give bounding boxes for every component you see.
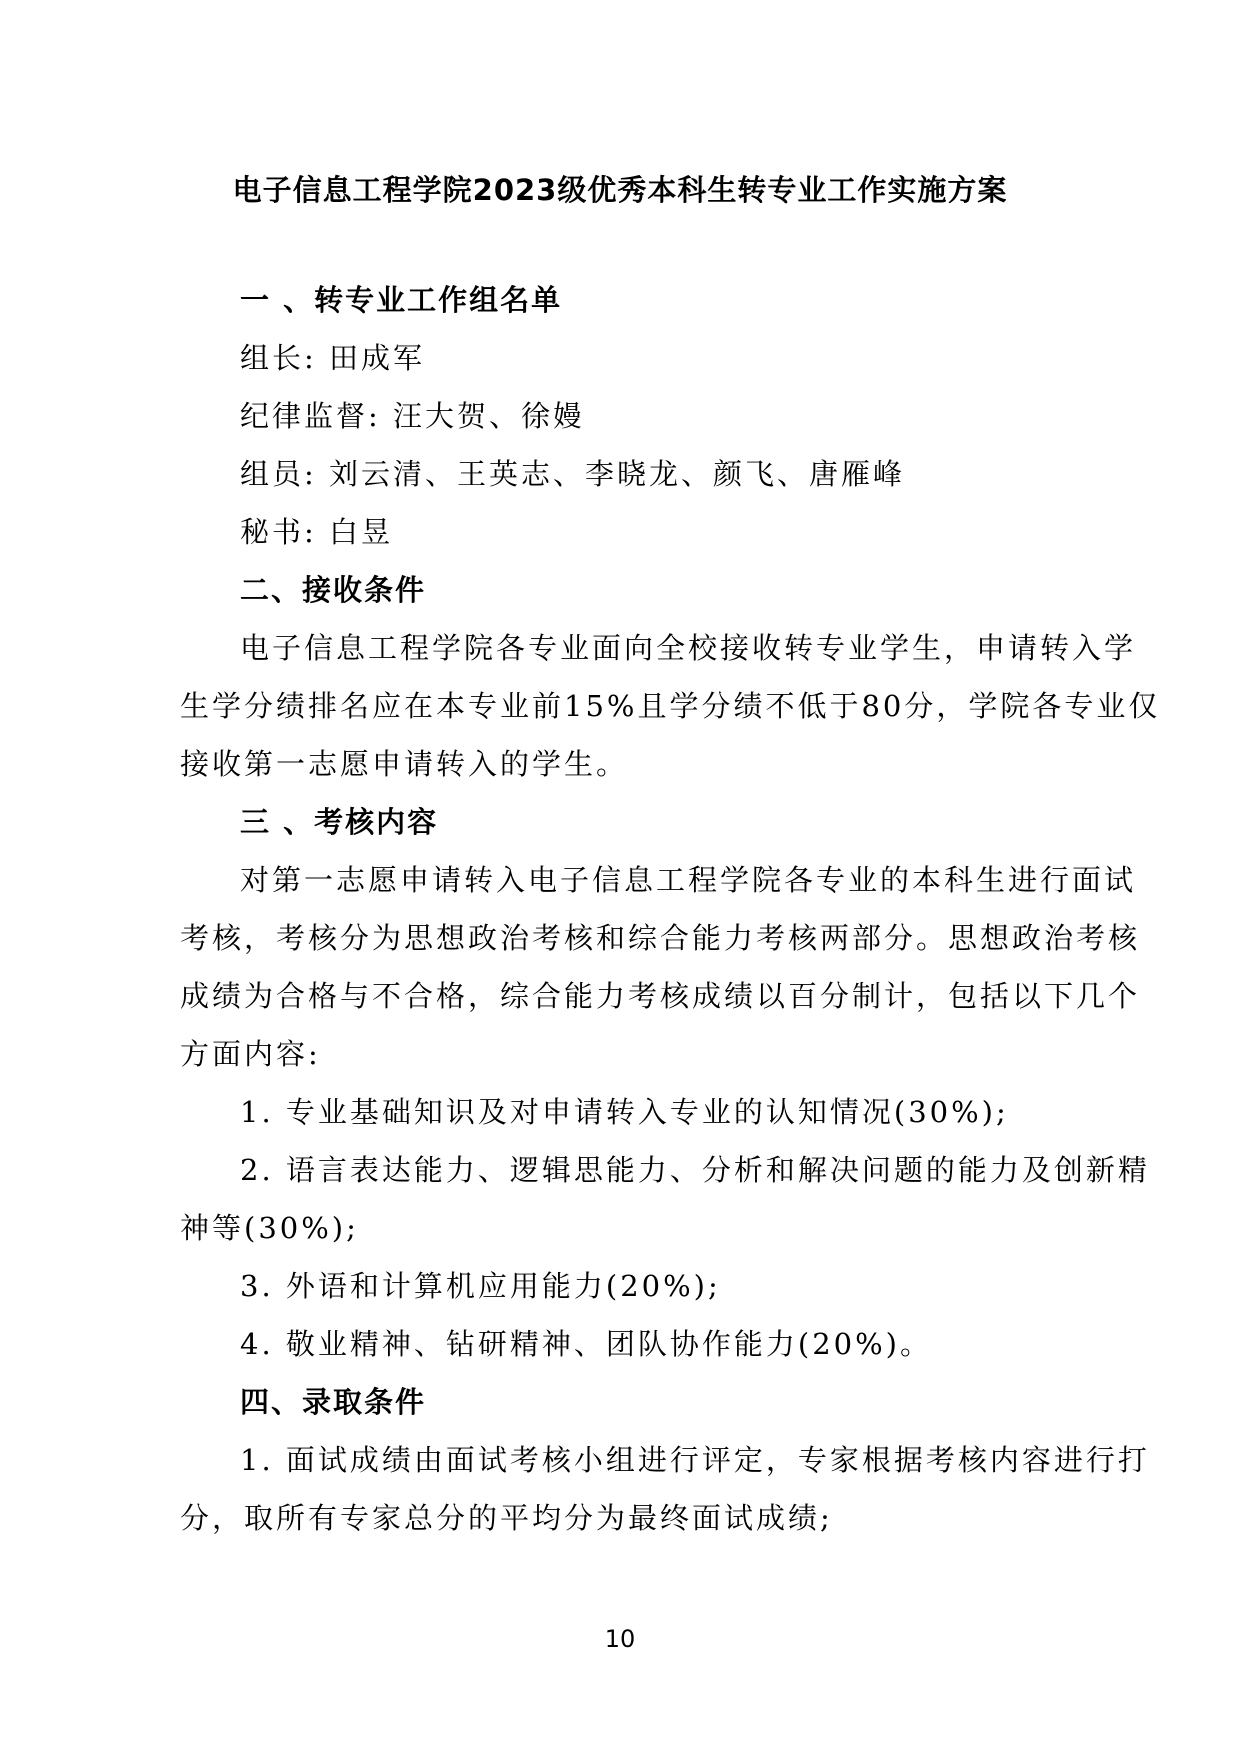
section-3-paragraph-line: 考核，考核分为思想政治考核和综合能力考核两部分。思想政治考核 bbox=[180, 921, 1141, 955]
section-2-paragraph-line: 接收第一志愿申请转入的学生。 bbox=[180, 747, 629, 781]
admission-item: 1. 面试成绩由面试考核小组进行评定，专家根据考核内容进行打 bbox=[240, 1443, 1150, 1477]
group-members: 组员: 刘云清、王英志、李晓龙、颜飞、唐雁峰 bbox=[240, 457, 905, 491]
secretary: 秘书: 白昱 bbox=[240, 515, 393, 549]
section-2-heading: 二、接收条件 bbox=[240, 573, 427, 607]
section-3-paragraph-line: 对第一志愿申请转入电子信息工程学院各专业的本科生进行面试 bbox=[240, 863, 1137, 897]
section-3-paragraph-line: 成绩为合格与不合格，综合能力考核成绩以百分制计，包括以下几个 bbox=[180, 979, 1141, 1013]
section-3-heading: 三 、考核内容 bbox=[240, 805, 439, 839]
document-title: 电子信息工程学院2023级优秀本科生转专业工作实施方案 bbox=[232, 173, 1008, 207]
assessment-item: 1. 专业基础知识及对申请转入专业的认知情况(30%); bbox=[240, 1095, 1009, 1129]
section-3-paragraph-line: 方面内容: bbox=[180, 1037, 321, 1071]
group-leader: 组长: 田成军 bbox=[240, 341, 425, 375]
section-2-paragraph-line: 电子信息工程学院各专业面向全校接收转专业学生，申请转入学 bbox=[240, 631, 1137, 665]
assessment-item: 4. 敬业精神、钻研精神、团队协作能力(20%)。 bbox=[240, 1327, 932, 1361]
assessment-item: 3. 外语和计算机应用能力(20%); bbox=[240, 1269, 721, 1303]
section-2-paragraph-line: 生学分绩排名应在本专业前15%且学分绩不低于80分，学院各专业仅 bbox=[180, 689, 1161, 723]
discipline-supervisors: 纪律监督: 汪大贺、徐嫚 bbox=[240, 399, 585, 433]
assessment-item: 2. 语言表达能力、逻辑思能力、分析和解决问题的能力及创新精 bbox=[240, 1153, 1150, 1187]
assessment-item-continued: 神等(30%); bbox=[180, 1211, 359, 1245]
page-number: 10 bbox=[604, 1625, 636, 1653]
section-1-heading: 一 、转专业工作组名单 bbox=[240, 283, 563, 317]
section-4-heading: 四、录取条件 bbox=[240, 1385, 427, 1419]
admission-item-continued: 分，取所有专家总分的平均分为最终面试成绩; bbox=[180, 1501, 833, 1535]
